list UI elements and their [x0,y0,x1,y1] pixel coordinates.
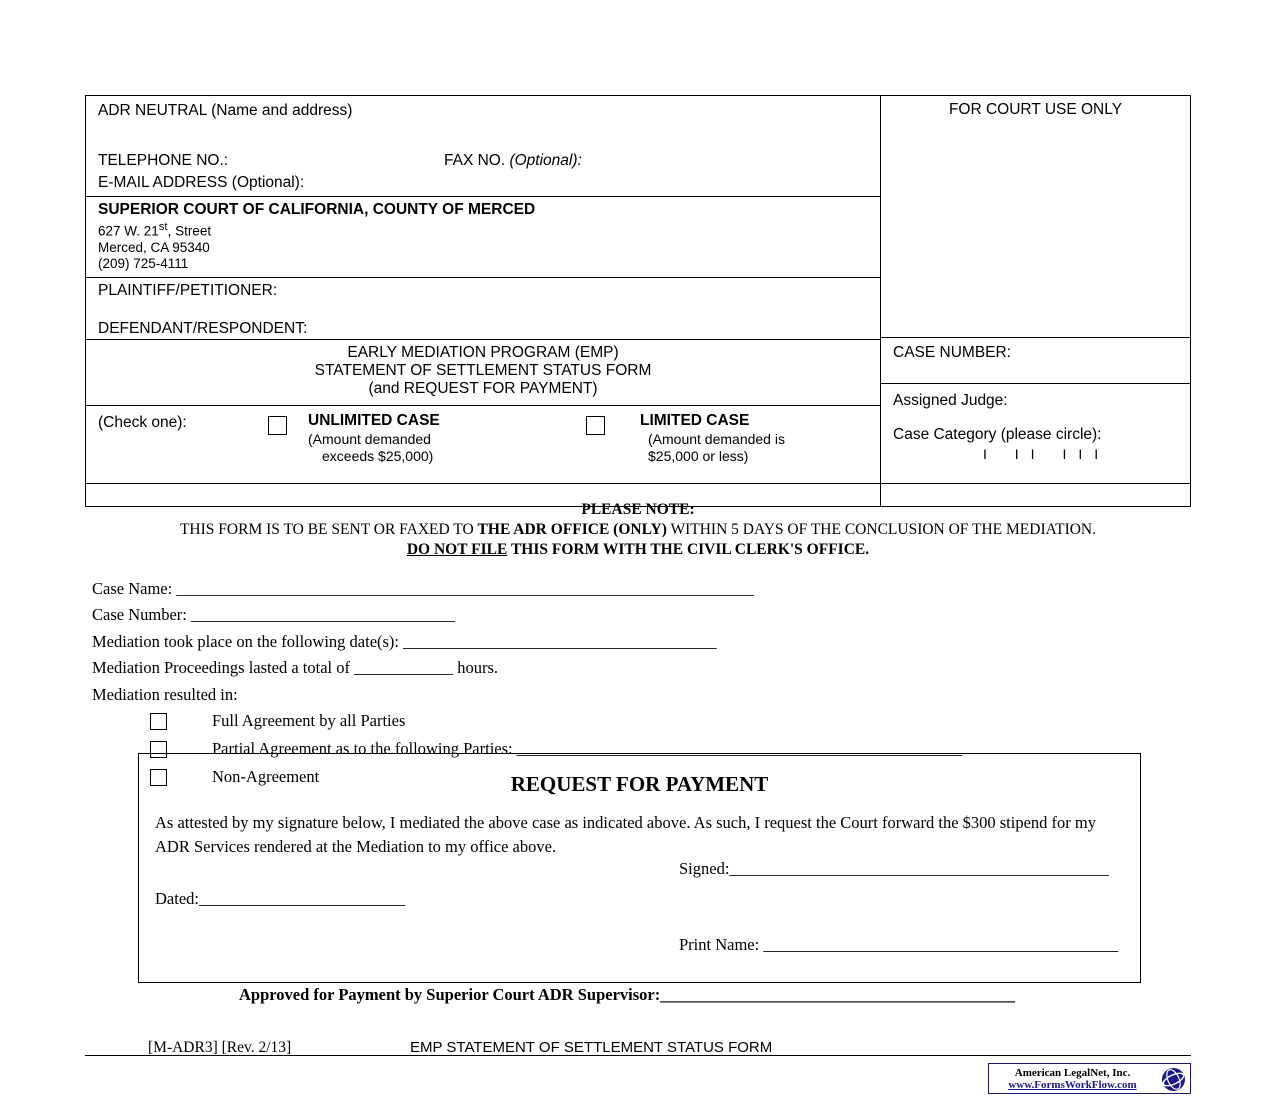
fax-label: FAX NO. (Optional): [444,152,582,169]
footer-divider [85,1055,1191,1056]
caption-left-column [86,96,881,506]
court-address-line-2: Merced, CA 95340 [98,239,210,255]
unlimited-case-sub-2: exceeds $25,000) [322,447,434,464]
please-note-line-2: DO NOT FILE THIS FORM WITH THE CIVIL CLERK'S OFFICE. [406,540,870,558]
case-number-cell [881,337,1190,383]
unlimited-case-sub-1: (Amount demanded [308,430,431,447]
case-category-label: Case Category (please circle): [893,426,1102,443]
stamp-company-name: American LegalNet, Inc. [1014,1067,1131,1079]
mediation-date-field[interactable]: Mediation took place on the following date(s): ______________________________________ [92,631,717,651]
for-court-use-only-area [881,96,1190,337]
form-title-block [86,339,880,405]
caption-right-column [881,96,1190,506]
non-agreement-label: Non-Agreement [212,767,320,787]
case-number-label: CASE NUMBER: [893,344,1011,361]
court-name: SUPERIOR COURT OF CALIFORNIA, COUNTY OF MERCED [98,201,536,218]
limited-case-text [626,412,785,464]
mediation-resulted-label: Mediation resulted in: [92,684,238,704]
legalnet-logo-icon [1161,1067,1186,1092]
limited-case-label: LIMITED CASE [640,411,750,429]
unlimited-case-checkbox[interactable] [268,416,287,435]
stamp-website-link[interactable]: www.FormsWorkFlow.com [1008,1079,1137,1091]
telephone-line [86,152,880,174]
caption-box [85,95,1191,507]
please-note-heading: PLEASE NOTE: [581,501,695,518]
court-address-line-1: 627 W. 21st, Street [98,220,212,239]
adr-neutral-block [86,96,880,196]
signed-field[interactable]: Signed:______________________________________________ [679,858,1109,878]
case-type-check-block [86,405,880,483]
unlimited-case-text [308,412,440,464]
approved-for-payment-field[interactable]: Approved for Payment by Superior Court ADR Supervisor:___________________________________________ [239,984,1015,1004]
email-label: E-MAIL ADDRESS (Optional): [98,174,305,191]
limited-case-checkbox[interactable] [586,416,605,435]
please-note-block [85,500,1191,559]
for-court-use-only-label: FOR COURT USE ONLY [948,101,1123,118]
plaintiff-label: PLAINTIFF/PETITIONER: [98,281,278,299]
full-agreement-checkbox[interactable] [150,713,167,730]
caption-main-row [86,96,1190,506]
party-block [86,277,880,339]
telephone-label: TELEPHONE NO.: [98,152,229,169]
request-for-payment-body: As attested by my signature below, I mediated the above case as indicated above. As such, I request the Court forward the $300 stipend for my ADR Services rendered at the Mediation to my office above. [155,813,1096,856]
court-phone: (209) 725-4111 [98,256,189,272]
case-number-field[interactable]: Case Number: ________________________________ [92,605,455,625]
footer-form-code: [M-ADR3] [Rev. 2/13] [148,1039,292,1056]
request-for-payment-title: REQUEST FOR PAYMENT [510,772,769,796]
footer-form-title: EMP STATEMENT OF SETTLEMENT STATUS FORM [410,1039,773,1056]
dated-signed-row [139,859,1140,909]
adr-neutral-label: ADR NEUTRAL (Name and address) [98,102,353,119]
court-address-block [86,196,880,277]
limited-case-sub-1: (Amount demanded is [648,430,785,447]
unlimited-case-label: UNLIMITED CASE [308,411,440,429]
please-note-line-1: THIS FORM IS TO BE SENT OR FAXED TO THE ADR OFFICE (ONLY) WITHIN 5 DAYS OF THE CONCLUSION OF THE MEDIATION. [179,520,1097,538]
full-agreement-option[interactable] [92,710,1192,738]
case-name-field[interactable]: Case Name: ______________________________________________________________________ [92,579,754,598]
mediation-hours-field[interactable]: Mediation Proceedings lasted a total of ____________ hours. [92,658,499,678]
defendant-label: DEFENDANT/RESPONDENT: [98,319,308,337]
full-agreement-label: Full Agreement by all Parties [212,711,406,731]
assigned-judge-cell [881,383,1190,483]
check-one-label: (Check one): [98,413,187,431]
american-legalnet-stamp [988,1063,1191,1094]
partial-agreement-label: Partial Agreement as to the following Parties: ______________________________________________________ [212,739,963,759]
form-title-line-3: (and REQUEST FOR PAYMENT) [368,380,598,398]
request-for-payment-box [138,753,1141,1004]
limited-case-sub-2: $25,000 or less) [648,447,749,464]
assigned-judge-label: Assigned Judge: [893,392,1008,409]
print-name-field[interactable]: Print Name: ___________________________________________ [679,934,1119,954]
form-title-line-2: STATEMENT OF SETTLEMENT STATUS FORM [314,362,652,380]
case-category-options[interactable]: I II III [983,446,1111,462]
dated-field[interactable]: Dated:_________________________ [155,888,406,908]
form-title-line-1: EARLY MEDIATION PROGRAM (EMP) [347,343,619,361]
caption-right-inner [881,96,1190,506]
